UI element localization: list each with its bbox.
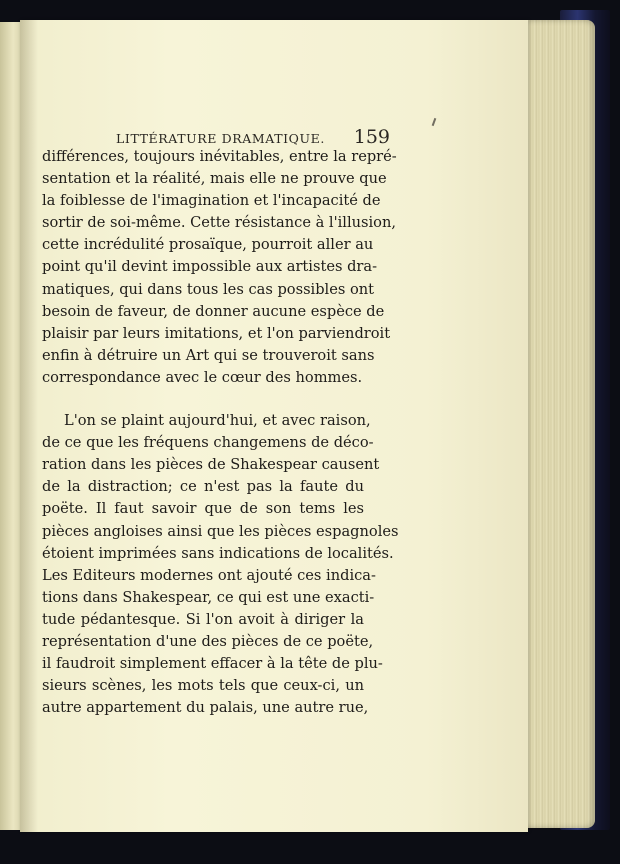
text-line: la foiblesse de l'imagination et l'incapacité de: [42, 192, 381, 210]
paragraph-gap: [42, 389, 364, 410]
text-line: pièces angloises ainsi que les pièces espagnoles: [42, 522, 399, 540]
text-line: étoient imprimées sans indications de localités.: [42, 544, 394, 562]
text-line: de ce que les fréquens changemens de déco-: [42, 434, 374, 452]
text-line: autre appartement du palais, une autre rue,: [42, 699, 369, 717]
page-number: 159: [353, 126, 390, 148]
text-line: enfin à détruire un Art qui se trouveroit sans: [42, 346, 375, 364]
text-line: correspondance avec le cœur des hommes.: [42, 368, 363, 386]
text-line: matiques, qui dans tous les cas possibles ont: [42, 280, 375, 298]
text-line: de la distraction; ce n'est pas la faute du: [42, 478, 364, 496]
text-line: sieurs scènes, les mots tels que ceux-ci, un: [42, 677, 364, 695]
gutter-shadow: [20, 20, 38, 832]
previous-page-edge: [0, 22, 22, 830]
text-line: représentation d'une des pièces de ce poëte,: [42, 632, 374, 650]
paragraph-1: [42, 146, 397, 389]
text-line: Les Editeurs modernes ont ajouté ces indica-: [42, 566, 376, 584]
text-line: il faudroit simplement effacer à la tête de plu-: [42, 655, 383, 673]
text-line: tions dans Shakespear, ce qui est une exacti-: [42, 588, 375, 606]
text-line: point qu'il devint impossible aux artistes dra-: [42, 258, 378, 276]
text-line: sentation et la réalité, mais elle ne prouve que: [42, 170, 387, 188]
text-line: L'on se plaint aujourd'hui, et avec raison,: [64, 412, 371, 430]
book-page: [20, 20, 528, 832]
text-line: sortir de soi-même. Cette résistance à l'illusion,: [42, 214, 396, 232]
paragraph-2: [42, 410, 399, 719]
text-line: différences, toujours inévitables, entre la repré-: [42, 148, 397, 165]
text-line: tude pédantesque. Si l'on avoit à diriger la: [42, 610, 364, 628]
text-line: plaisir par leurs imitations, et l'on parviendroit: [42, 324, 391, 342]
text-line: poëte. Il faut savoir que de son tems les: [42, 500, 364, 518]
text-line: besoin de faveur, de donner aucune espèce de: [42, 302, 385, 320]
text-line: ration dans les pièces de Shakespear causent: [42, 456, 380, 474]
running-head: LITTÉRATURE DRAMATIQUE.: [116, 131, 325, 146]
text-line: cette incrédulité prosaïque, pourroit aller au: [42, 236, 374, 254]
body-text: [42, 146, 399, 719]
